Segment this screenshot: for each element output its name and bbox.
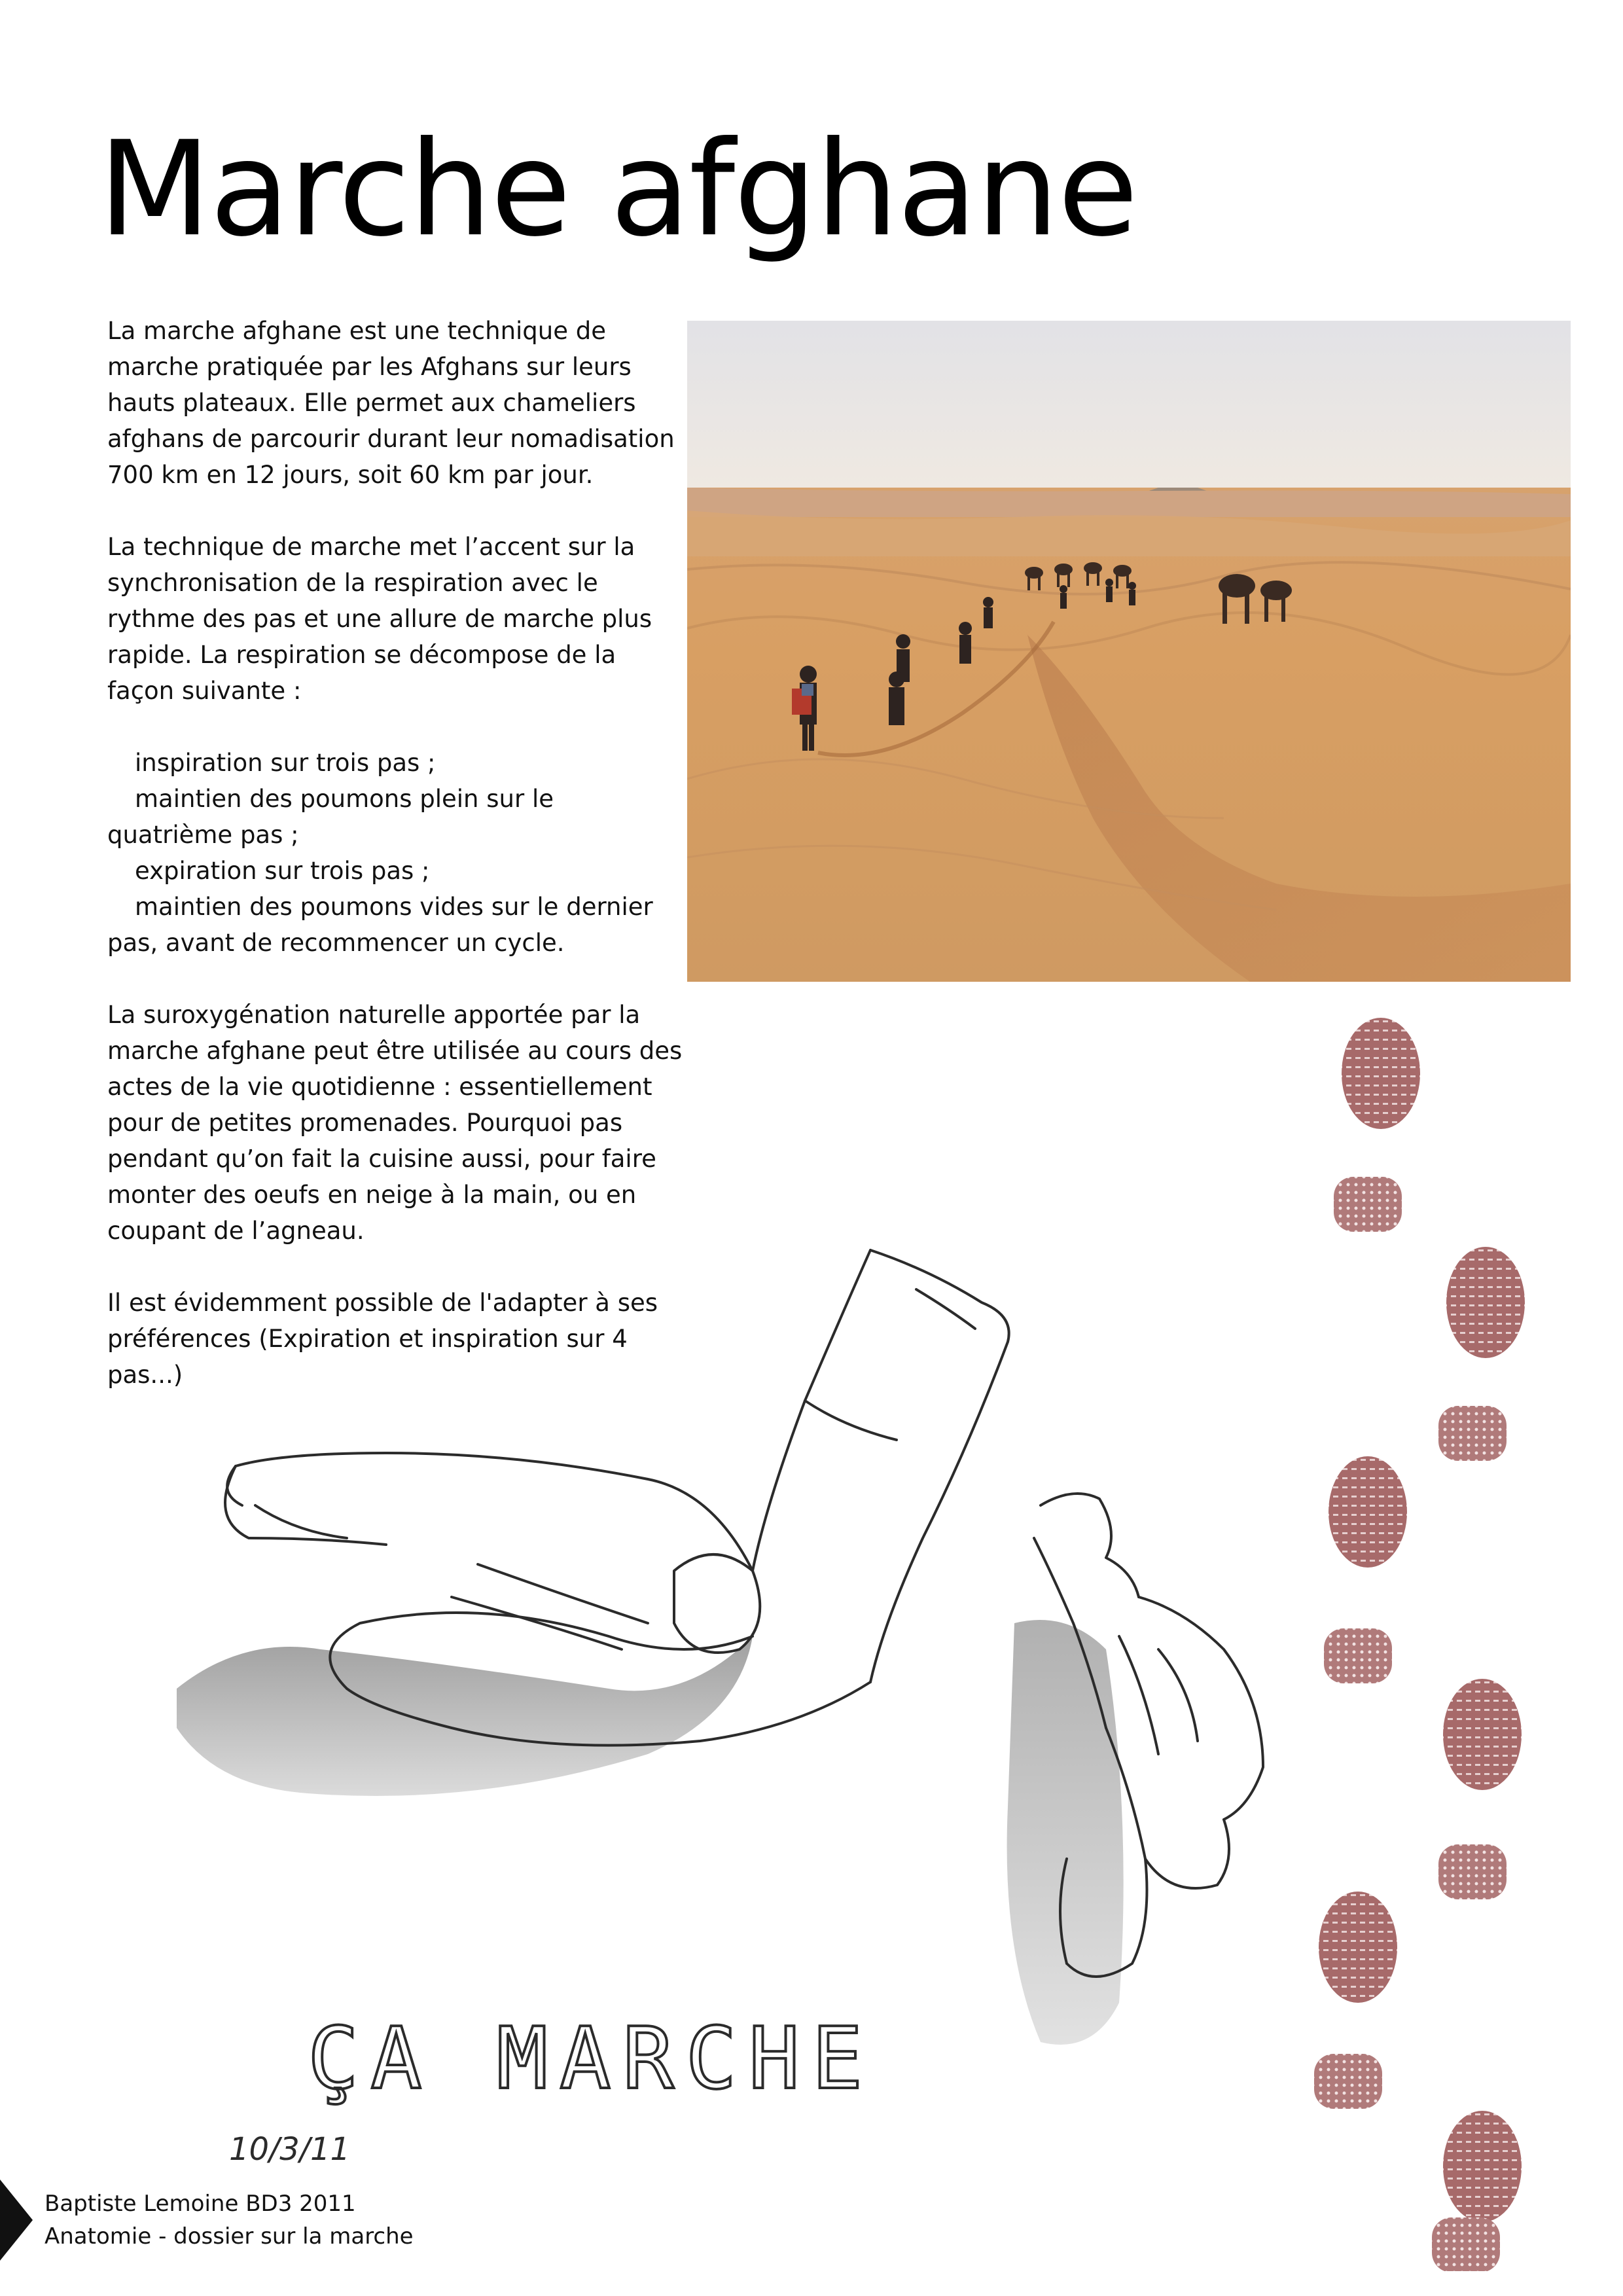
paragraph-technique: La technique de marche met l’accent sur la synchronisation de la respiration avec le rythme des pas et une allure de marche plus rapide. La respiration se décompose de la façon suivante : [107, 533, 652, 705]
footer-subject: Anatomie - dossier sur la marche [45, 2223, 414, 2250]
sketch-date: 10/3/11 [229, 2131, 351, 2168]
footer-author: Baptiste Lemoine BD3 2011 [45, 2191, 356, 2217]
sketch-caption: ÇA MARCHE [308, 2009, 875, 2108]
foot-anatomy-sketch [111, 1230, 1322, 2219]
breathing-steps-list [107, 745, 683, 961]
breathing-step: inspiration sur trois pas ; [135, 749, 436, 777]
paragraph-intro: La marche afghane est une technique de marche pratiquée par les Afghans sur leurs hauts plateaux. Elle permet aux chameliers afghans de parcourir durant leur nomadisation 700 km en 12 jours, soit 60 km par jour. [107, 317, 675, 489]
page-title: Marche afghane [98, 113, 1137, 266]
desert-caravan-photo [687, 321, 1571, 982]
paragraph-adapt: Il est évidemment possible de l'adapter à ses préférences (Expiration et inspiration sur 4 pas...) [107, 1289, 658, 1389]
breathing-step: maintien des poumons plein sur le quatrième pas ; [107, 785, 554, 849]
footer-arrow-icon [0, 2179, 33, 2261]
paragraph-usage: La suroxygénation naturelle apportée par la marche afghane peut être utilisée au cours des actes de la vie quotidienne : essentiellement pour de petites promenades. Pourquoi pas pendant qu’on fait la cuisine aussi, pour faire monter des oeufs en neige à la main, ou en coupant de l’agneau. [107, 1001, 683, 1245]
breathing-step: maintien des poumons vides sur le dernier pas, avant de recommencer un cycle. [107, 893, 653, 957]
breathing-step: expiration sur trois pas ; [135, 857, 430, 885]
footer [45, 2187, 414, 2253]
footprint-trail [1302, 1008, 1551, 2271]
